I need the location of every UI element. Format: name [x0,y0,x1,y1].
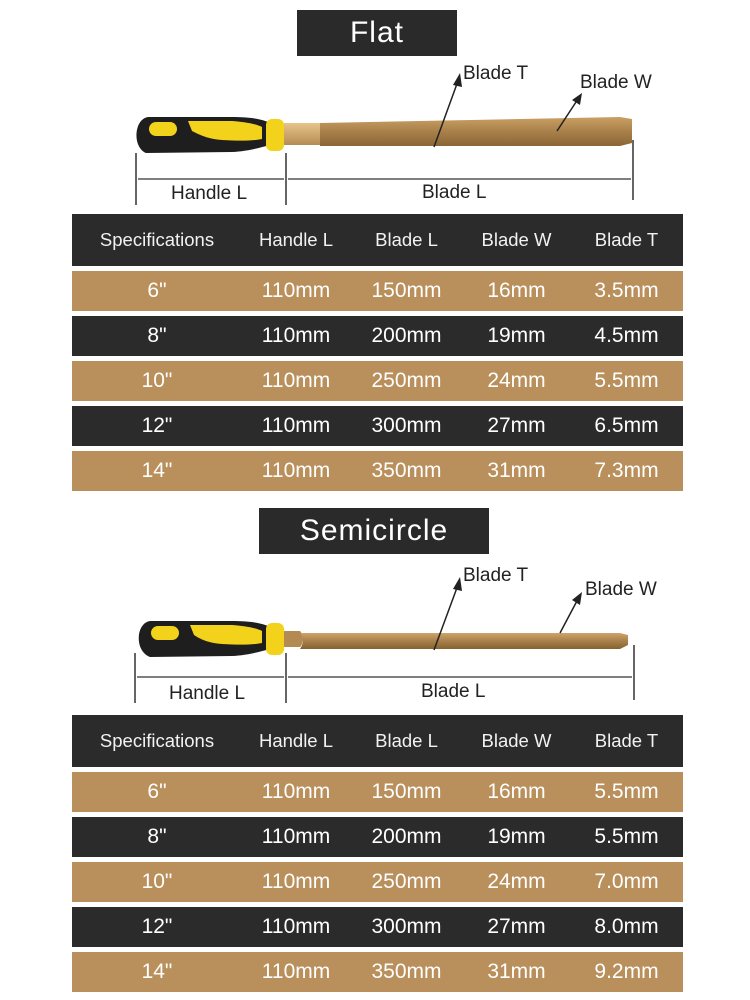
header-cell: Blade T [570,715,683,767]
table-cell: 350mm [350,451,463,491]
table-cell: 6" [72,772,242,812]
label-handle-l: Handle L [171,183,248,204]
table-cell: 110mm [242,316,350,356]
table-cell: 8" [72,817,242,857]
table-row [72,772,683,812]
table-row [72,907,683,947]
table-row [72,817,683,857]
table-cell: 14" [72,451,242,491]
table-cell: 110mm [242,406,350,446]
label-blade-w: Blade W [585,579,657,600]
header-cell: Blade L [350,715,463,767]
header-cell: Blade W [463,214,570,266]
table-cell: 24mm [463,862,570,902]
table-cell: 16mm [463,772,570,812]
table-cell: 110mm [242,907,350,947]
table-cell: 5.5mm [570,772,683,812]
table-cell: 110mm [242,817,350,857]
table-row [72,361,683,401]
semicircle-spec-table [72,710,683,997]
table-cell: 4.5mm [570,316,683,356]
table-cell: 19mm [463,316,570,356]
table-cell: 200mm [350,817,463,857]
header-cell: Handle L [242,715,350,767]
table-cell: 300mm [350,406,463,446]
table-cell: 250mm [350,862,463,902]
table-cell: 110mm [242,862,350,902]
header-cell: Blade W [463,715,570,767]
table-cell: 200mm [350,316,463,356]
table-cell: 12" [72,406,242,446]
header-cell: Specifications [72,715,242,767]
table-cell: 27mm [463,907,570,947]
table-cell: 3.5mm [570,271,683,311]
blade-shape [300,633,628,649]
table-row [72,862,683,902]
section-title-semicircle: Semicircle [259,508,489,554]
table-cell: 9.2mm [570,952,683,992]
table-cell: 27mm [463,406,570,446]
table-cell: 110mm [242,451,350,491]
table-row [72,952,683,992]
semicircle-file-diagram [0,555,750,715]
table-cell: 350mm [350,952,463,992]
table-row [72,271,683,311]
table-cell: 5.5mm [570,361,683,401]
table-cell: 10" [72,361,242,401]
table-row [72,406,683,446]
table-cell: 14" [72,952,242,992]
table-cell: 7.3mm [570,451,683,491]
label-blade-l: Blade L [421,681,486,702]
table-cell: 10" [72,862,242,902]
table-cell: 110mm [242,361,350,401]
table-cell: 19mm [463,817,570,857]
table-cell: 250mm [350,361,463,401]
table-cell: 110mm [242,271,350,311]
header-cell: Specifications [72,214,242,266]
table-cell: 24mm [463,361,570,401]
header-cell: Handle L [242,214,350,266]
table-cell: 150mm [350,271,463,311]
blade-shape [320,117,632,146]
table-cell: 8.0mm [570,907,683,947]
table-cell: 150mm [350,772,463,812]
table-cell: 300mm [350,907,463,947]
table-cell: 7.0mm [570,862,683,902]
label-blade-t: Blade T [463,63,529,84]
table-cell: 16mm [463,271,570,311]
label-blade-l: Blade L [422,182,487,203]
header-cell: Blade L [350,214,463,266]
table-header-row [72,214,683,266]
label-blade-t: Blade T [463,565,529,586]
table-cell: 110mm [242,952,350,992]
label-handle-l: Handle L [169,683,246,704]
table-cell: 31mm [463,952,570,992]
table-header-row [72,715,683,767]
table-cell: 6.5mm [570,406,683,446]
table-cell: 5.5mm [570,817,683,857]
table-cell: 8" [72,316,242,356]
flat-file-diagram [0,55,750,215]
section-title-flat: Flat [297,10,457,56]
table-cell: 31mm [463,451,570,491]
flat-spec-table [72,209,683,496]
header-cell: Blade T [570,214,683,266]
label-blade-w: Blade W [580,72,652,93]
table-cell: 12" [72,907,242,947]
table-cell: 110mm [242,772,350,812]
table-row [72,451,683,491]
table-row [72,316,683,356]
table-cell: 6" [72,271,242,311]
